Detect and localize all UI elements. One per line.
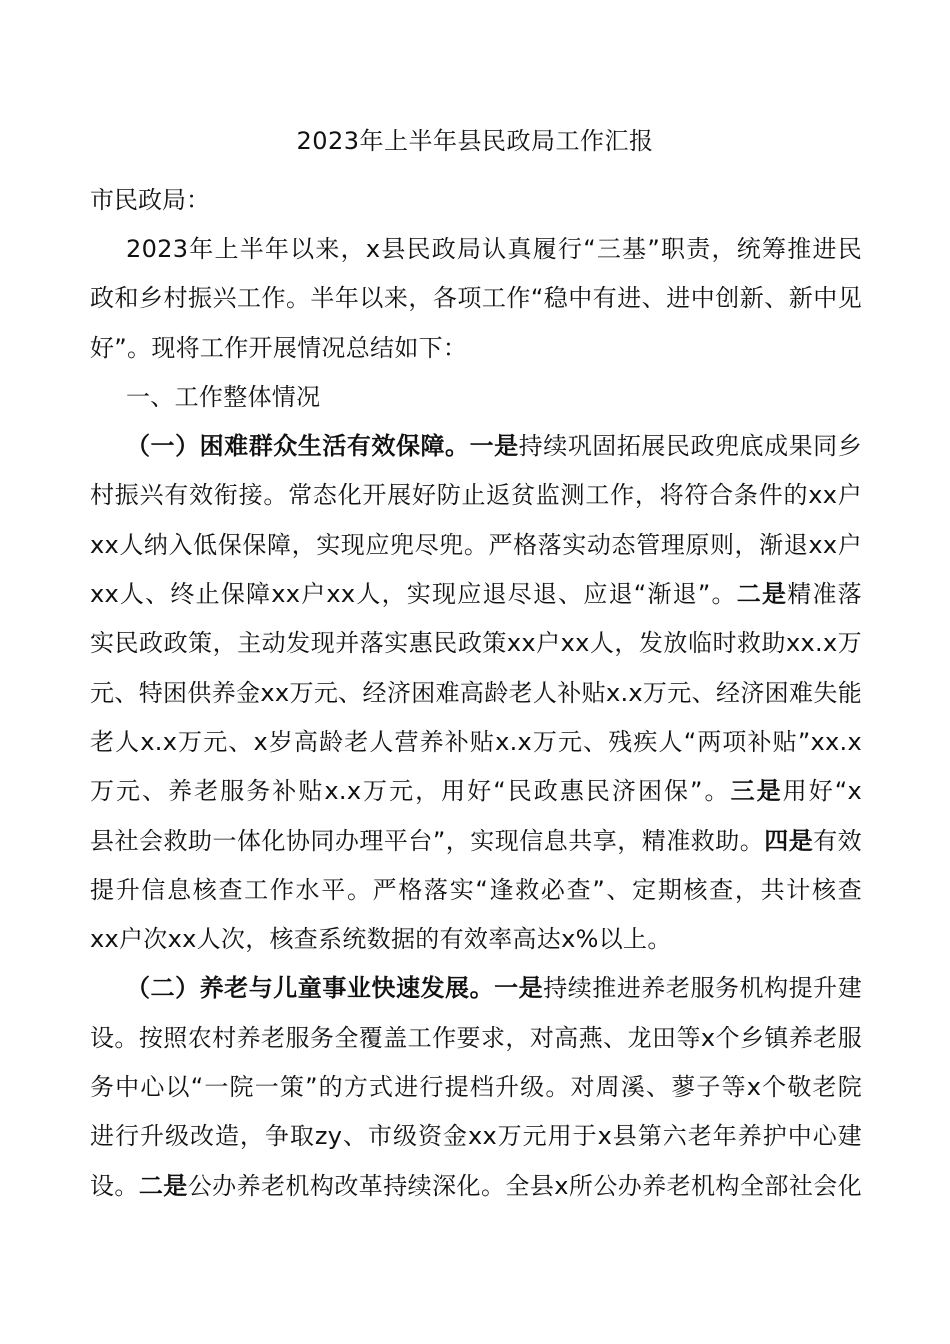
enumeration-marker: 三是 — [730, 777, 783, 806]
paragraph-line — [90, 824, 862, 873]
paragraph-line: xx户次xx人次，核查系统数据的有效率高达x%以上。 — [90, 925, 672, 954]
line-text: 精准落 — [787, 580, 862, 609]
line-text: 用好“x — [782, 777, 862, 806]
document-title: 2023年上半年县民政局工作汇报 — [296, 127, 654, 155]
line-text: 设。 — [90, 1171, 139, 1200]
paragraph-line: 好”。现将工作开展情况总结如下： — [90, 333, 468, 362]
enumeration-marker: 一是 — [469, 432, 519, 461]
paragraph-line: 务中心以“一院一策”的方式进行提档升级。对周溪、蓼子等x个敬老院 — [90, 1073, 862, 1102]
line-text: 县社会救助一体化协同办理平台”，实现信息共享，精准救助。 — [90, 826, 765, 855]
enumeration-marker: 二是 — [736, 580, 788, 609]
line-text: 持续推进养老服务机构提升建 — [543, 974, 863, 1003]
paragraph-line — [90, 1169, 862, 1218]
paragraph-line: 设。按照农村养老服务全覆盖工作要求，对高燕、龙田等x个乡镇养老服 — [90, 1023, 862, 1052]
paragraph-line: 进行升级改造，争取zy、市级资金xx万元用于x县第六老年养护中心建 — [90, 1122, 862, 1151]
paragraph-line: 村振兴有效衔接。常态化开展好防止返贫监测工作，将符合条件的xx户 — [90, 481, 862, 510]
enumeration-marker: 四是 — [764, 826, 814, 855]
enumeration-marker: 一是 — [494, 974, 544, 1003]
paragraph-line: 2023年上半年以来，x县民政局认真履行“三基”职责，统筹推进民 — [126, 235, 862, 263]
section-heading: 一、工作整体情况 — [126, 382, 321, 411]
paragraph-line: 元、特困供养金xx万元、经济困难高龄老人补贴x.x万元、经济困难失能 — [90, 678, 862, 707]
line-text: 持续巩固拓展民政兜底成果同乡 — [518, 432, 863, 461]
enumeration-marker: 二是 — [138, 1171, 188, 1200]
subsection-heading: （二）养老与儿童事业快速发展。 — [126, 974, 495, 1003]
paragraph-line: xx人纳入低保保障，实现应兜尽兜。严格落实动态管理原则，渐退xx户 — [90, 530, 862, 559]
line-text: xx人、终止保障xx户xx人，实现应退尽退、应退“渐退”。 — [90, 580, 737, 609]
line-text: 万元、养老服务补贴x.x万元，用好“民政惠民济困保”。 — [90, 777, 731, 806]
paragraph-line — [90, 774, 862, 823]
salutation: 市民政局： — [90, 186, 210, 214]
paragraph-line: 老人x.x万元、x岁高龄老人营养补贴x.x万元、残疾人“两项补贴”xx.x — [90, 727, 862, 756]
document-body — [90, 232, 862, 1218]
paragraph-line: 实民政政策，主动发现并落实惠民政策xx户xx人，发放临时救助xx.x万 — [90, 629, 862, 658]
paragraph-line — [90, 577, 862, 626]
paragraph-line — [90, 429, 862, 478]
subsection-heading: （一）困难群众生活有效保障。 — [126, 432, 470, 461]
paragraph-line: 提升信息核查工作水平。严格落实“逢救必查”、定期核查，共计核查 — [90, 875, 862, 904]
paragraph-line: 政和乡村振兴工作。半年以来，各项工作“稳中有进、进中创新、新中见 — [90, 284, 862, 313]
line-text: 公办养老机构改革持续深化。全县x所公办养老机构全部社会化 — [187, 1171, 862, 1200]
line-text: 有效 — [813, 826, 862, 855]
paragraph-line — [90, 971, 862, 1020]
